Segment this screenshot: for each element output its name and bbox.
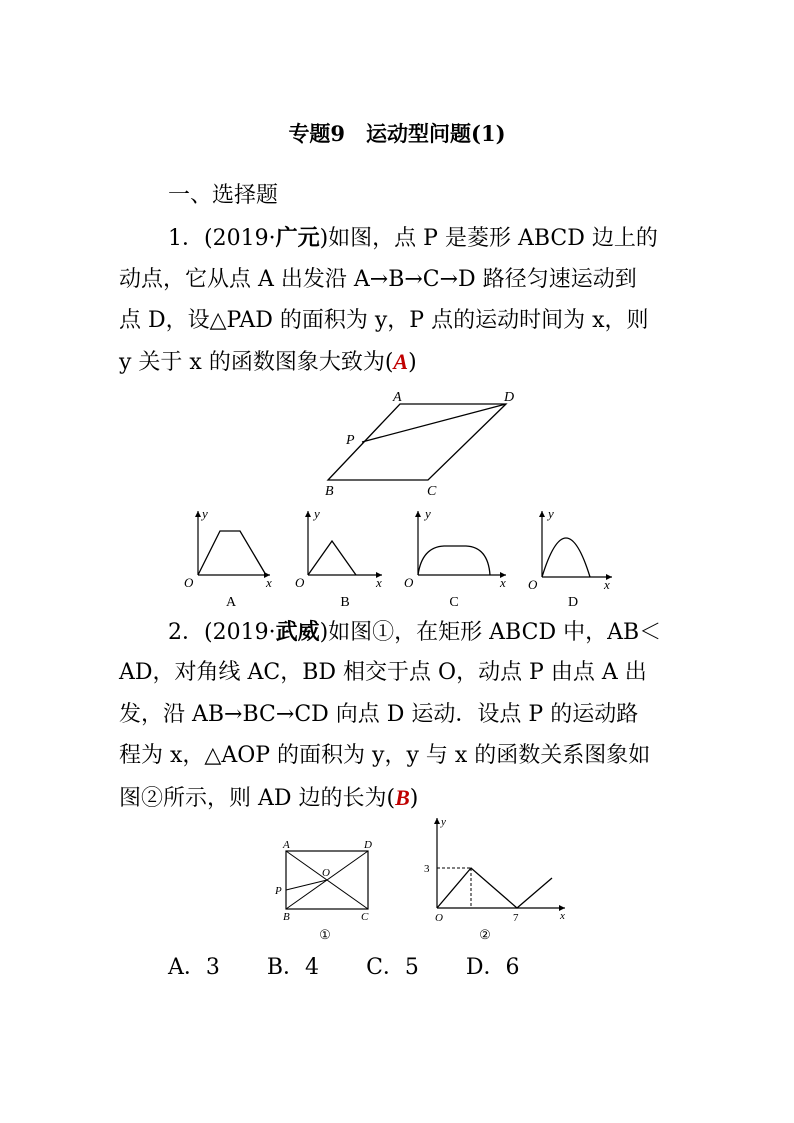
label-p: P	[346, 433, 355, 448]
graph-curve	[308, 541, 356, 575]
y-arrow-icon	[539, 511, 545, 517]
label-b: B	[283, 911, 290, 923]
x-label: x	[266, 575, 272, 590]
q1-text-4: y 关于 x 的函数图象大致为(	[119, 350, 394, 375]
origin-label: O	[528, 577, 538, 592]
segment-op	[286, 880, 327, 890]
q1-answer: A	[393, 349, 409, 374]
label-a: A	[393, 390, 402, 405]
q2-paren-close: )	[409, 786, 419, 811]
q1-graph-b	[290, 505, 390, 610]
graph-caption-a: A	[225, 595, 237, 610]
q1-number: 1．(2019·	[168, 226, 276, 251]
page-title: 专题9 运动型问题(1)	[288, 121, 506, 146]
y-tick-label: 3	[424, 863, 430, 875]
q2-line-1	[168, 617, 661, 648]
q1-paren-close: )	[408, 350, 417, 375]
y-arrow-icon	[305, 511, 311, 517]
y-label: y	[441, 816, 446, 828]
q1-source: 广元	[275, 225, 320, 251]
label-a: A	[283, 839, 290, 851]
y-arrow-icon	[434, 818, 440, 824]
x-label: x	[604, 577, 610, 592]
q2-line-4: 程为 x，△AOP 的面积为 y，y 与 x 的函数关系图象如	[119, 743, 651, 768]
q2-rectangle-figure	[270, 835, 380, 947]
graph-caption-d: D	[567, 595, 579, 610]
origin-label: O	[435, 912, 443, 924]
q2-line-2: AD，对角线 AC，BD 相交于点 O，动点 P 由点 A 出	[119, 660, 647, 685]
q1-graph-a	[178, 505, 278, 610]
graph-curve	[198, 531, 266, 575]
choice-a: A．3	[168, 955, 220, 980]
figure-caption-1: ①	[319, 927, 331, 942]
q2-source: 武威	[275, 619, 320, 645]
origin-label: O	[295, 575, 305, 590]
label-p: P	[275, 885, 282, 897]
label-b: B	[325, 484, 334, 499]
q1-line-4	[119, 347, 417, 378]
q1-line-2: 动点，它从点 A 出发沿 A→B→C→D 路径匀速运动到	[119, 267, 637, 292]
q2-choices	[168, 950, 560, 981]
label-o: O	[322, 867, 330, 879]
graph-caption-b: B	[340, 595, 350, 610]
y-label: y	[425, 506, 431, 521]
graph-caption-c: C	[449, 595, 459, 610]
q1-line-1	[168, 223, 658, 254]
origin-label: O	[184, 575, 194, 590]
label-d: D	[364, 839, 372, 851]
graph-curve	[418, 546, 490, 575]
x-label: x	[560, 910, 565, 922]
label-c: C	[427, 484, 437, 499]
graph-polyline	[437, 868, 552, 908]
y-label: y	[314, 506, 320, 521]
q2-text-1: )如图①，在矩形 ABCD 中，AB＜	[319, 620, 662, 645]
q2-answer: B	[395, 785, 410, 810]
y-arrow-icon	[415, 511, 421, 517]
q2-line-3: 发，沿 AB→BC→CD 向点 D 运动．设点 P 的运动路	[119, 702, 639, 727]
section-heading: 一、选择题	[168, 183, 279, 208]
figure-caption-2: ②	[479, 927, 491, 942]
label-c: C	[361, 911, 369, 923]
x-label: x	[500, 575, 506, 590]
x-tick-label: 7	[513, 912, 519, 924]
q2-line-5	[119, 783, 418, 814]
x-label: x	[376, 575, 382, 590]
y-arrow-icon	[195, 511, 201, 517]
q2-number: 2．(2019·	[168, 620, 276, 645]
q1-graph-c	[398, 505, 513, 610]
y-label: y	[548, 506, 554, 521]
choice-b: B．4	[266, 955, 320, 980]
graph-curve	[542, 538, 590, 577]
q1-line-3: 点 D，设△PAD 的面积为 y，P 点的运动时间为 x，则	[119, 308, 649, 333]
rhombus-shape	[328, 404, 506, 480]
choice-d: D．6	[465, 955, 520, 980]
y-label: y	[202, 506, 208, 521]
q2-function-graph	[410, 812, 575, 947]
q1-graph-d	[524, 505, 619, 610]
origin-label: O	[404, 575, 414, 590]
segment-pd	[362, 404, 506, 442]
label-d: D	[504, 390, 515, 405]
choice-c: C．5	[366, 955, 419, 980]
q1-rhombus-figure	[320, 385, 530, 500]
q2-text-5: 图②所示，则 AD 边的长为(	[119, 786, 396, 811]
q1-text-1: )如图，点 P 是菱形 ABCD 边上的	[319, 226, 658, 251]
